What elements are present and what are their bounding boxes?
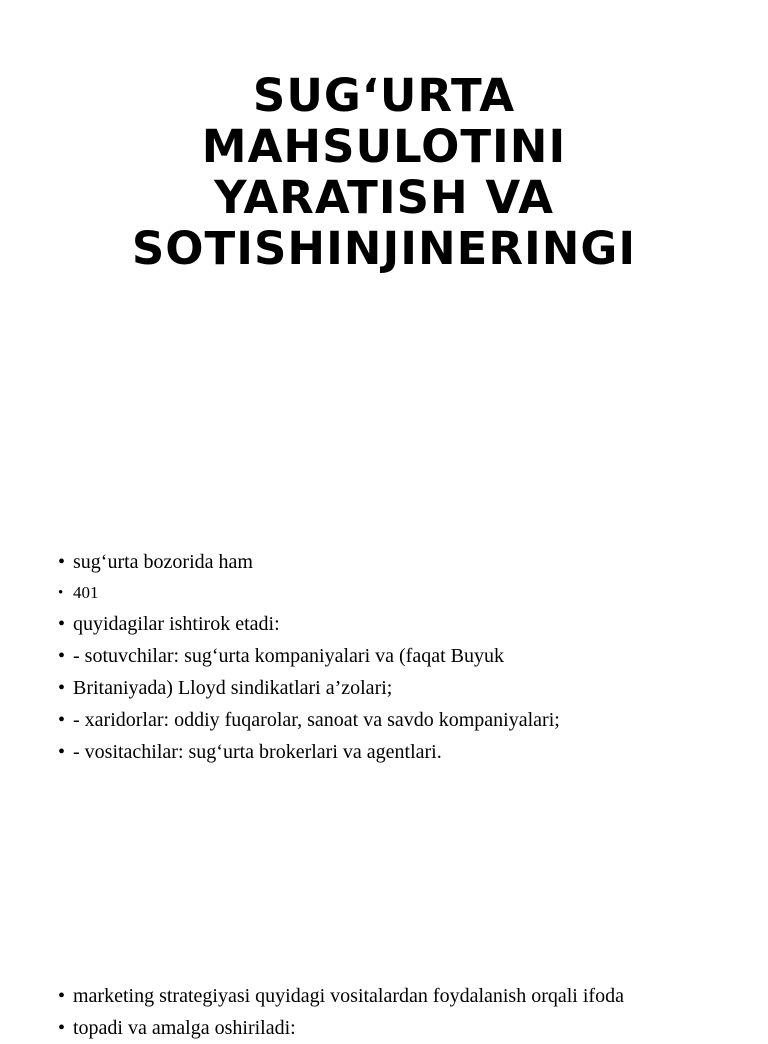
slide-title bbox=[60, 70, 708, 274]
bullet-item: • marketing strategiyasi quyidagi vositalardan foydalanish orqali ifoda bbox=[58, 980, 758, 1012]
bullet-item: • topadi va amalga oshiriladi: bbox=[58, 1012, 758, 1044]
title-line: SUG‘URTA bbox=[252, 69, 516, 122]
bullet-item: • - vositachilar: sug‘urta brokerlari va agentlari. bbox=[58, 736, 738, 768]
bullet-item: • - xaridorlar: oddiy fuqarolar, sanoat va savdo kompaniyalari; bbox=[58, 704, 738, 736]
title-line: YARATISH VA bbox=[214, 171, 554, 224]
bullet-item: • quyidagilar ishtirok etadi: bbox=[58, 608, 738, 640]
bullet-item: • Britaniyada) Lloyd sindikatlari a’zolari; bbox=[58, 672, 738, 704]
title-line: MAHSULOTINI bbox=[201, 120, 567, 173]
bullet-item: • 401 bbox=[58, 578, 738, 608]
bottom-bullet-list bbox=[58, 980, 758, 1044]
title-line: SOTISHINJINERINGI bbox=[131, 222, 637, 275]
bullet-item: • sug‘urta bozorida ham bbox=[58, 546, 738, 578]
bullet-list bbox=[58, 546, 738, 768]
bullet-item: • - sotuvchilar: sug‘urta kompaniyalari va (faqat Buyuk bbox=[58, 640, 738, 672]
